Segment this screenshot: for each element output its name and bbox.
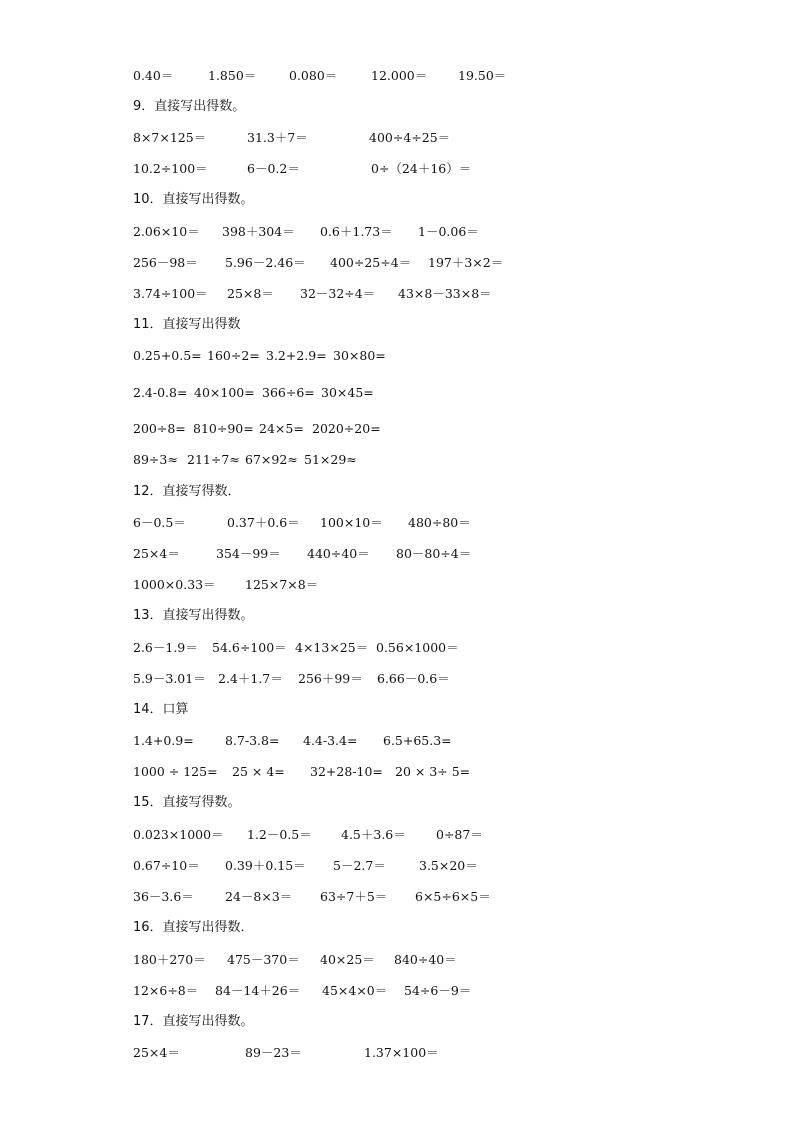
expression: 200÷8=	[133, 421, 186, 436]
problem-row	[0, 950, 794, 970]
expression: 0÷（24＋16）＝	[371, 161, 472, 176]
expression: 3.5×20＝	[419, 858, 478, 873]
expression: 84－14＋26＝	[215, 983, 301, 998]
expression: 1.37×100＝	[364, 1045, 439, 1060]
expression: 475－370＝	[227, 952, 300, 967]
expression: 4.4-3.4=	[303, 733, 358, 748]
section-heading	[0, 700, 794, 720]
expression: 40×25＝	[320, 952, 375, 967]
expression: 0.080＝	[289, 68, 338, 83]
expression: 2020÷20=	[312, 421, 381, 436]
expression: 6－0.2＝	[247, 161, 300, 176]
expression: 24－8×3＝	[225, 889, 293, 904]
expression: 32－32÷4＝	[300, 286, 376, 301]
expression: 0.56×1000＝	[376, 640, 459, 655]
expression: 89－23＝	[245, 1045, 302, 1060]
expression: 30×45=	[321, 385, 374, 400]
expression: 0.40＝	[133, 68, 174, 83]
expression: 1.850＝	[208, 68, 257, 83]
expression: 3.74÷100＝	[133, 286, 208, 301]
expression: 125×7×8＝	[245, 577, 319, 592]
expression: 2.6－1.9＝	[133, 640, 198, 655]
problem-row	[0, 159, 794, 179]
section-heading	[0, 97, 794, 117]
expression: 0.023×1000＝	[133, 827, 224, 842]
expression: 40×100=	[194, 385, 255, 400]
expression: 25×4＝	[133, 546, 180, 561]
expression: 25×8＝	[227, 286, 274, 301]
problem-row	[0, 66, 794, 86]
expression: 25 × 4=	[232, 764, 285, 779]
expression: 211÷7≈	[187, 452, 240, 467]
expression: 8.7-3.8=	[225, 733, 280, 748]
expression: 0.25+0.5=	[133, 348, 202, 363]
expression: 10.2÷100＝	[133, 161, 208, 176]
expression: 80－80÷4＝	[396, 546, 472, 561]
expression: 6－0.5＝	[133, 515, 186, 530]
problem-row	[0, 284, 794, 304]
expression: 810÷90=	[193, 421, 254, 436]
expression: 0.39＋0.15＝	[225, 858, 306, 873]
expression: 197＋3×2＝	[428, 255, 504, 270]
expression: 67×92≈	[245, 452, 298, 467]
expression: 0÷87＝	[436, 827, 483, 842]
section-title: 16．直接写出得数．	[133, 920, 254, 935]
problem-row	[0, 856, 794, 876]
expression: 45×4×0＝	[322, 983, 388, 998]
expression: 1000 ÷ 125=	[133, 764, 218, 779]
expression: 19.50＝	[458, 68, 507, 83]
problem-row	[0, 762, 794, 782]
expression: 89÷3≈	[133, 452, 178, 467]
problem-row	[0, 544, 794, 564]
section-title: 12．直接写得数．	[133, 484, 241, 499]
problem-row	[0, 346, 794, 366]
expression: 36－3.6＝	[133, 889, 194, 904]
section-title: 9．直接写出得数。	[133, 99, 246, 114]
expression: 5.96－2.46＝	[225, 255, 306, 270]
expression: 12.000＝	[371, 68, 428, 83]
expression: 0.6＋1.73＝	[320, 224, 393, 239]
expression: 4.5＋3.6＝	[341, 827, 406, 842]
section-heading	[0, 606, 794, 626]
expression: 160÷2=	[207, 348, 260, 363]
expression: 354－99＝	[216, 546, 281, 561]
expression: 24×5=	[259, 421, 304, 436]
expression: 0.37＋0.6＝	[227, 515, 300, 530]
problem-row	[0, 731, 794, 751]
problem-row	[0, 128, 794, 148]
section-title: 14．口算	[133, 702, 189, 717]
problem-row	[0, 222, 794, 242]
problem-row	[0, 513, 794, 533]
expression: 54÷6－9＝	[404, 983, 472, 998]
section-title: 17．直接写出得数。	[133, 1014, 254, 1029]
section-heading	[0, 315, 794, 335]
problem-row	[0, 887, 794, 907]
expression: 366÷6=	[262, 385, 315, 400]
expression: 4×13×25＝	[295, 640, 369, 655]
expression: 43×8－33×8＝	[398, 286, 492, 301]
section-heading	[0, 918, 794, 938]
expression: 256＋99＝	[298, 671, 363, 686]
expression: 2.06×10＝	[133, 224, 200, 239]
expression: 398＋304＝	[222, 224, 295, 239]
expression: 63÷7＋5＝	[320, 889, 388, 904]
expression: 5.9－3.01＝	[133, 671, 206, 686]
expression: 32+28-10=	[310, 764, 383, 779]
expression: 100×10＝	[320, 515, 383, 530]
expression: 256－98＝	[133, 255, 198, 270]
section-heading	[0, 482, 794, 502]
problem-row	[0, 669, 794, 689]
section-title: 15．直接写得数。	[133, 795, 241, 810]
problem-row	[0, 450, 794, 470]
expression: 51×29≈	[304, 452, 357, 467]
expression: 3.2+2.9=	[266, 348, 327, 363]
section-title: 11．直接写出得数	[133, 317, 241, 332]
expression: 6×5÷6×5＝	[415, 889, 491, 904]
expression: 440÷40＝	[307, 546, 370, 561]
expression: 0.67÷10＝	[133, 858, 200, 873]
expression: 480÷80＝	[408, 515, 471, 530]
section-title: 10．直接写出得数。	[133, 192, 254, 207]
expression: 5－2.7＝	[333, 858, 386, 873]
expression: 31.3＋7＝	[247, 130, 308, 145]
expression: 2.4＋1.7＝	[218, 671, 283, 686]
problem-row	[0, 575, 794, 595]
expression: 54.6÷100＝	[212, 640, 287, 655]
problem-row	[0, 825, 794, 845]
problem-row	[0, 1043, 794, 1063]
expression: 1－0.06＝	[418, 224, 479, 239]
expression: 8×7×125＝	[133, 130, 207, 145]
expression: 20 × 3÷ 5=	[395, 764, 471, 779]
problem-row	[0, 638, 794, 658]
problem-row	[0, 419, 794, 439]
section-heading	[0, 1012, 794, 1032]
expression: 400÷4÷25＝	[369, 130, 451, 145]
problem-row	[0, 383, 794, 403]
expression: 30×80=	[333, 348, 386, 363]
problem-row	[0, 981, 794, 1001]
expression: 6.66－0.6＝	[377, 671, 450, 686]
expression: 2.4-0.8=	[133, 385, 188, 400]
expression: 6.5+65.3=	[383, 733, 452, 748]
problem-row	[0, 253, 794, 273]
section-heading	[0, 190, 794, 210]
expression: 1.2－0.5＝	[247, 827, 312, 842]
expression: 1.4+0.9=	[133, 733, 194, 748]
expression: 840÷40＝	[394, 952, 457, 967]
section-title: 13．直接写出得数。	[133, 608, 254, 623]
expression: 12×6÷8＝	[133, 983, 199, 998]
section-heading	[0, 793, 794, 813]
expression: 25×4＝	[133, 1045, 180, 1060]
expression: 400÷25÷4＝	[330, 255, 412, 270]
expression: 180＋270＝	[133, 952, 206, 967]
expression: 1000×0.33＝	[133, 577, 216, 592]
